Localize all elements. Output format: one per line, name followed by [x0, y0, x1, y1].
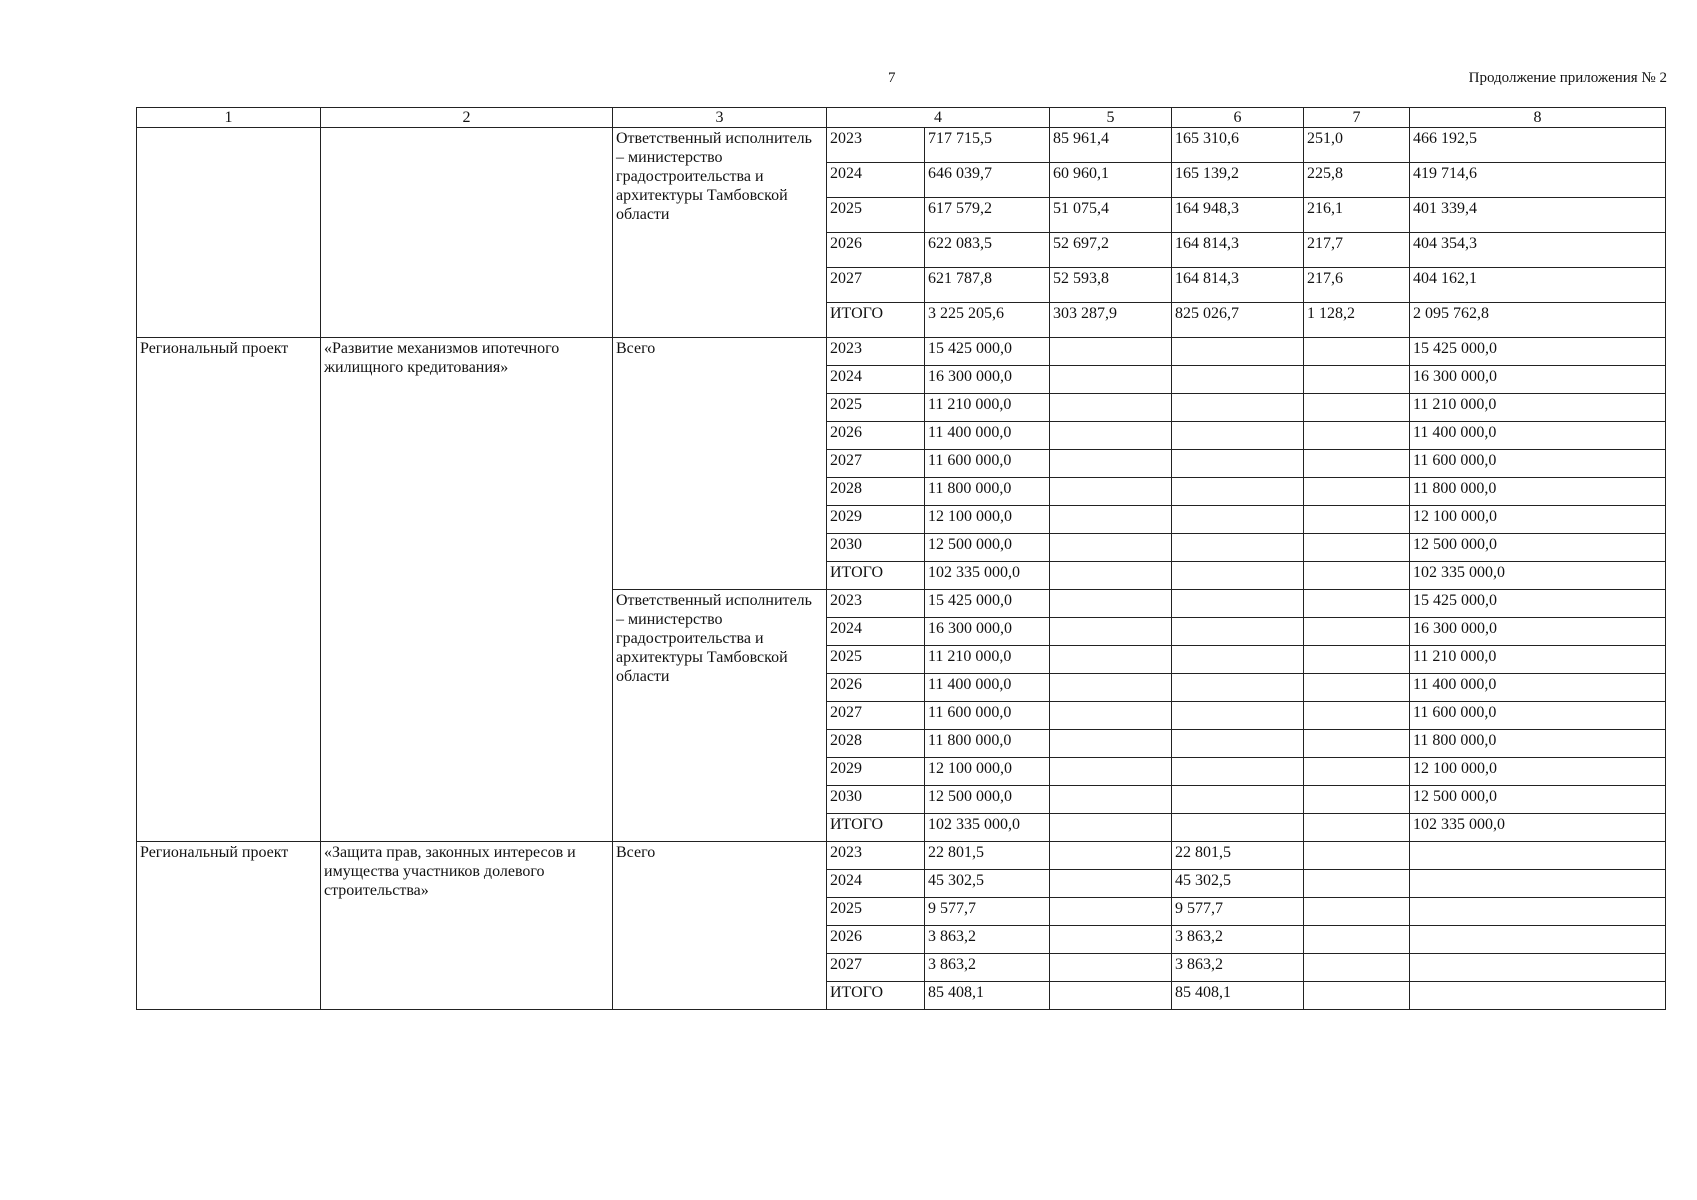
col7-cell — [1304, 422, 1410, 450]
total-cell: 11 600 000,0 — [925, 702, 1050, 730]
col6-cell: 825 026,7 — [1172, 303, 1304, 338]
col8-cell: 15 425 000,0 — [1410, 590, 1666, 618]
col5-cell — [1050, 394, 1172, 422]
section-type-cell — [137, 128, 321, 338]
col6-cell: 165 139,2 — [1172, 163, 1304, 198]
col7-cell — [1304, 338, 1410, 366]
col6-cell — [1172, 422, 1304, 450]
col7-cell: 217,6 — [1304, 268, 1410, 303]
year-cell: 2027 — [827, 450, 925, 478]
section-name-cell — [321, 128, 613, 338]
col6-cell — [1172, 338, 1304, 366]
col6-cell: 164 948,3 — [1172, 198, 1304, 233]
year-cell: 2023 — [827, 590, 925, 618]
total-cell: 102 335 000,0 — [925, 814, 1050, 842]
col6-cell: 45 302,5 — [1172, 870, 1304, 898]
continuation-note: Продолжение приложения № 2 — [1468, 70, 1667, 86]
col8-cell: 404 354,3 — [1410, 233, 1666, 268]
total-cell: 11 210 000,0 — [925, 646, 1050, 674]
section-name-cell: «Развитие механизмов ипотечного жилищного кредитования» — [321, 338, 613, 842]
col7-cell — [1304, 730, 1410, 758]
total-cell: 15 425 000,0 — [925, 590, 1050, 618]
col6-cell — [1172, 590, 1304, 618]
col5-cell — [1050, 674, 1172, 702]
col8-cell: 419 714,6 — [1410, 163, 1666, 198]
year-cell: ИТОГО — [827, 982, 925, 1010]
col7-cell — [1304, 450, 1410, 478]
year-cell: 2027 — [827, 268, 925, 303]
year-cell: 2026 — [827, 422, 925, 450]
total-cell: 102 335 000,0 — [925, 562, 1050, 590]
col6-cell — [1172, 702, 1304, 730]
year-cell: 2023 — [827, 128, 925, 163]
total-cell: 85 408,1 — [925, 982, 1050, 1010]
col6-cell — [1172, 562, 1304, 590]
col6-cell — [1172, 534, 1304, 562]
total-cell: 12 100 000,0 — [925, 506, 1050, 534]
col7-cell — [1304, 478, 1410, 506]
col6-cell — [1172, 618, 1304, 646]
col6-cell — [1172, 506, 1304, 534]
col7-cell — [1304, 870, 1410, 898]
executor-cell: Всего — [613, 338, 827, 590]
col8-cell — [1410, 898, 1666, 926]
col7-cell: 251,0 — [1304, 128, 1410, 163]
col6-cell — [1172, 758, 1304, 786]
col8-cell: 11 210 000,0 — [1410, 394, 1666, 422]
year-cell: 2024 — [827, 870, 925, 898]
total-cell: 621 787,8 — [925, 268, 1050, 303]
year-cell: 2025 — [827, 646, 925, 674]
col5-cell — [1050, 982, 1172, 1010]
budget-table — [136, 107, 1666, 1010]
col5-cell — [1050, 954, 1172, 982]
col7-cell — [1304, 926, 1410, 954]
total-cell: 16 300 000,0 — [925, 618, 1050, 646]
year-cell: ИТОГО — [827, 303, 925, 338]
col8-cell: 11 210 000,0 — [1410, 646, 1666, 674]
col7-cell — [1304, 758, 1410, 786]
table-row — [137, 128, 1666, 163]
col8-cell: 102 335 000,0 — [1410, 814, 1666, 842]
total-cell: 617 579,2 — [925, 198, 1050, 233]
year-cell: 2024 — [827, 366, 925, 394]
year-cell: 2023 — [827, 338, 925, 366]
year-cell: 2028 — [827, 730, 925, 758]
col8-cell: 11 400 000,0 — [1410, 674, 1666, 702]
year-cell: 2025 — [827, 198, 925, 233]
col5-cell: 60 960,1 — [1050, 163, 1172, 198]
total-cell: 11 800 000,0 — [925, 478, 1050, 506]
col6-cell: 3 863,2 — [1172, 954, 1304, 982]
col6-cell: 85 408,1 — [1172, 982, 1304, 1010]
executor-cell: Ответственный исполнитель – министерство градостроительства и архитектуры Тамбовской области — [613, 590, 827, 842]
col8-cell — [1410, 982, 1666, 1010]
col7-cell — [1304, 674, 1410, 702]
col8-cell: 11 600 000,0 — [1410, 702, 1666, 730]
year-cell: 2030 — [827, 534, 925, 562]
year-cell: 2023 — [827, 842, 925, 870]
year-cell: 2026 — [827, 233, 925, 268]
year-cell: 2026 — [827, 926, 925, 954]
col5-cell — [1050, 534, 1172, 562]
col6-cell — [1172, 786, 1304, 814]
col8-cell: 2 095 762,8 — [1410, 303, 1666, 338]
col6-cell: 164 814,3 — [1172, 233, 1304, 268]
col8-cell — [1410, 954, 1666, 982]
col8-cell: 11 600 000,0 — [1410, 450, 1666, 478]
col6-cell — [1172, 814, 1304, 842]
col5-cell — [1050, 646, 1172, 674]
col7-cell — [1304, 702, 1410, 730]
column-number: 2 — [321, 108, 613, 128]
col7-cell — [1304, 562, 1410, 590]
section-type-cell: Региональный проект — [137, 338, 321, 842]
total-cell: 622 083,5 — [925, 233, 1050, 268]
total-cell: 3 225 205,6 — [925, 303, 1050, 338]
total-cell: 11 210 000,0 — [925, 394, 1050, 422]
total-cell: 3 863,2 — [925, 954, 1050, 982]
col8-cell: 404 162,1 — [1410, 268, 1666, 303]
total-cell: 12 500 000,0 — [925, 786, 1050, 814]
total-cell: 15 425 000,0 — [925, 338, 1050, 366]
col7-cell: 225,8 — [1304, 163, 1410, 198]
col5-cell — [1050, 758, 1172, 786]
year-cell: 2030 — [827, 786, 925, 814]
col8-cell: 11 800 000,0 — [1410, 730, 1666, 758]
col8-cell: 15 425 000,0 — [1410, 338, 1666, 366]
col6-cell: 22 801,5 — [1172, 842, 1304, 870]
col8-cell: 401 339,4 — [1410, 198, 1666, 233]
col8-cell: 12 500 000,0 — [1410, 786, 1666, 814]
col6-cell — [1172, 394, 1304, 422]
col7-cell — [1304, 394, 1410, 422]
col8-cell — [1410, 926, 1666, 954]
total-cell: 646 039,7 — [925, 163, 1050, 198]
section-type-cell: Региональный проект — [137, 842, 321, 1010]
year-cell: 2028 — [827, 478, 925, 506]
col5-cell — [1050, 562, 1172, 590]
executor-cell: Ответственный исполнитель – министерство градостроительства и архитектуры Тамбовской области — [613, 128, 827, 338]
table-row — [137, 842, 1666, 870]
total-cell: 11 800 000,0 — [925, 730, 1050, 758]
year-cell: 2025 — [827, 898, 925, 926]
col5-cell — [1050, 842, 1172, 870]
col7-cell — [1304, 366, 1410, 394]
col7-cell — [1304, 646, 1410, 674]
col7-cell — [1304, 842, 1410, 870]
col6-cell — [1172, 450, 1304, 478]
col7-cell — [1304, 534, 1410, 562]
table-row — [137, 338, 1666, 366]
year-cell: ИТОГО — [827, 562, 925, 590]
year-cell: 2024 — [827, 163, 925, 198]
col7-cell — [1304, 618, 1410, 646]
col8-cell: 12 500 000,0 — [1410, 534, 1666, 562]
col5-cell — [1050, 702, 1172, 730]
col7-cell: 216,1 — [1304, 198, 1410, 233]
year-cell: 2026 — [827, 674, 925, 702]
col5-cell — [1050, 814, 1172, 842]
col8-cell: 16 300 000,0 — [1410, 618, 1666, 646]
col6-cell: 164 814,3 — [1172, 268, 1304, 303]
col8-cell: 11 800 000,0 — [1410, 478, 1666, 506]
column-number: 7 — [1304, 108, 1410, 128]
col5-cell — [1050, 338, 1172, 366]
column-number: 3 — [613, 108, 827, 128]
col5-cell — [1050, 478, 1172, 506]
year-cell: 2025 — [827, 394, 925, 422]
col8-cell: 16 300 000,0 — [1410, 366, 1666, 394]
col7-cell — [1304, 898, 1410, 926]
col5-cell — [1050, 870, 1172, 898]
total-cell: 16 300 000,0 — [925, 366, 1050, 394]
total-cell: 3 863,2 — [925, 926, 1050, 954]
col5-cell — [1050, 506, 1172, 534]
total-cell: 11 600 000,0 — [925, 450, 1050, 478]
col5-cell: 52 593,8 — [1050, 268, 1172, 303]
column-number: 1 — [137, 108, 321, 128]
col5-cell — [1050, 898, 1172, 926]
col7-cell — [1304, 590, 1410, 618]
col5-cell — [1050, 450, 1172, 478]
col5-cell: 52 697,2 — [1050, 233, 1172, 268]
total-cell: 9 577,7 — [925, 898, 1050, 926]
col8-cell: 11 400 000,0 — [1410, 422, 1666, 450]
col5-cell — [1050, 590, 1172, 618]
col8-cell: 12 100 000,0 — [1410, 506, 1666, 534]
col5-cell — [1050, 422, 1172, 450]
col6-cell: 165 310,6 — [1172, 128, 1304, 163]
col5-cell — [1050, 786, 1172, 814]
total-cell: 11 400 000,0 — [925, 422, 1050, 450]
col5-cell — [1050, 366, 1172, 394]
col6-cell — [1172, 366, 1304, 394]
page-number: 7 — [888, 70, 896, 86]
total-cell: 45 302,5 — [925, 870, 1050, 898]
total-cell: 12 100 000,0 — [925, 758, 1050, 786]
column-number-row — [137, 108, 1666, 128]
year-cell: ИТОГО — [827, 814, 925, 842]
col7-cell: 217,7 — [1304, 233, 1410, 268]
total-cell: 22 801,5 — [925, 842, 1050, 870]
col8-cell: 102 335 000,0 — [1410, 562, 1666, 590]
total-cell: 12 500 000,0 — [925, 534, 1050, 562]
column-number: 8 — [1410, 108, 1666, 128]
section-name-cell: «Защита прав, законных интересов и имущества участников долевого строительства» — [321, 842, 613, 1010]
col6-cell: 9 577,7 — [1172, 898, 1304, 926]
col8-cell: 12 100 000,0 — [1410, 758, 1666, 786]
year-cell: 2029 — [827, 758, 925, 786]
year-cell: 2029 — [827, 506, 925, 534]
col8-cell — [1410, 842, 1666, 870]
col6-cell — [1172, 478, 1304, 506]
column-number: 4 — [827, 108, 1050, 128]
year-cell: 2027 — [827, 954, 925, 982]
total-cell: 11 400 000,0 — [925, 674, 1050, 702]
year-cell: 2027 — [827, 702, 925, 730]
col6-cell — [1172, 730, 1304, 758]
col7-cell — [1304, 954, 1410, 982]
col7-cell — [1304, 982, 1410, 1010]
col7-cell — [1304, 786, 1410, 814]
col8-cell — [1410, 870, 1666, 898]
col5-cell — [1050, 926, 1172, 954]
col6-cell: 3 863,2 — [1172, 926, 1304, 954]
col5-cell: 51 075,4 — [1050, 198, 1172, 233]
col5-cell: 303 287,9 — [1050, 303, 1172, 338]
col6-cell — [1172, 646, 1304, 674]
col7-cell: 1 128,2 — [1304, 303, 1410, 338]
column-number: 6 — [1172, 108, 1304, 128]
executor-cell: Всего — [613, 842, 827, 1010]
col7-cell — [1304, 814, 1410, 842]
col6-cell — [1172, 674, 1304, 702]
year-cell: 2024 — [827, 618, 925, 646]
column-number: 5 — [1050, 108, 1172, 128]
col5-cell — [1050, 618, 1172, 646]
col5-cell: 85 961,4 — [1050, 128, 1172, 163]
col8-cell: 466 192,5 — [1410, 128, 1666, 163]
col5-cell — [1050, 730, 1172, 758]
total-cell: 717 715,5 — [925, 128, 1050, 163]
col7-cell — [1304, 506, 1410, 534]
